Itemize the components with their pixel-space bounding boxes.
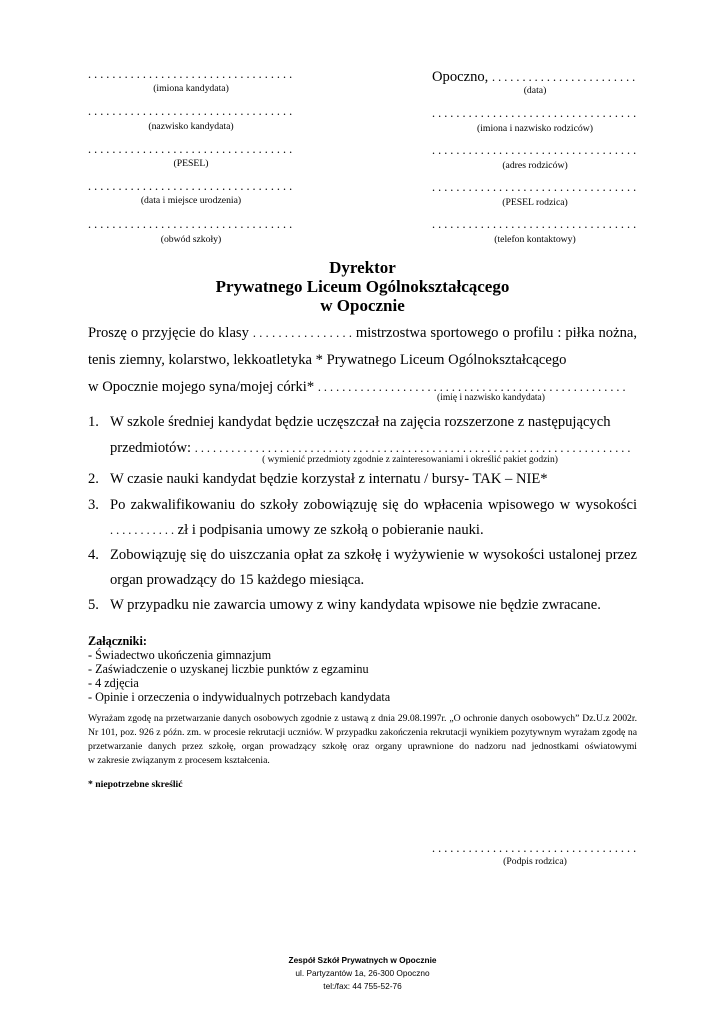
parent-signature-label: (Podpis rodzica)	[503, 856, 567, 867]
attachment-item: - Świadectwo ukończenia gimnazjum	[88, 648, 272, 662]
item-4-number: 4.	[88, 547, 99, 563]
subjects-label: przedmiotów:	[110, 440, 192, 456]
request-profile-text: mistrzostwa sportowego o profilu : piłka nożna,	[355, 325, 638, 341]
contact-phone-blank: . . . . . . . . . . . . . . . . . . . . . . . . . . . . . . . . . .	[432, 217, 637, 231]
addressee-city: w Opocznie	[320, 296, 405, 315]
item-4-text: Zobowiązuję się do uiszczania opłat za szkołę i wyżywienie w wysokości ustalonej przez	[110, 547, 637, 563]
parent-signature-blank: . . . . . . . . . . . . . . . . . . . . . . . . . . . . . . . . . .	[432, 841, 637, 855]
parent-pesel-blank: . . . . . . . . . . . . . . . . . . . . . . . . . . . . . . . . . .	[432, 180, 637, 194]
fee-amount-blank: . . . . . . . . . . .	[110, 523, 174, 537]
candidate-pesel-label: (PESEL)	[173, 158, 209, 169]
item-1-number: 1.	[88, 414, 99, 430]
request-text-start: Proszę o przyjęcie do klasy	[88, 325, 249, 341]
request-line-1	[88, 324, 637, 342]
child-name-hint: (imię i nazwisko kandydata)	[437, 393, 545, 403]
attachment-item: - Opinie i orzeczenia o indywidualnych potrzebach kandydata	[88, 690, 391, 704]
consent-line: w zakresie związanym z procesem kształcenia.	[88, 755, 270, 766]
consent-line: Wyrażam zgodę na przetwarzanie danych osobowych zgodnie z ustawą z dnia 29.08.1997r. „O ochronie danych osobowych” Dz.U.z 2002r.	[88, 713, 637, 724]
place-date-line	[432, 68, 638, 86]
place-city: Opoczno,	[432, 69, 489, 85]
contact-phone-label: (telefon kontaktowy)	[494, 234, 576, 245]
parent-pesel-label: (PESEL rodzica)	[502, 197, 568, 208]
candidate-first-names-blank: . . . . . . . . . . . . . . . . . . . . . . . . . . . . . . . . . .	[88, 67, 293, 81]
parents-address-label: (adres rodziców)	[502, 160, 568, 171]
addressee-school: Prywatnego Liceum Ogólnokształcącego	[215, 277, 510, 296]
subjects-blank: . . . . . . . . . . . . . . . . . . . . . . . . . . . . . . . . . . . . . . . . . . . . . . . . . . . . . . . . . . . . . . . . . . . . . . . .	[194, 441, 631, 455]
consent-line: przetwarzanie danych przez szkołę, organ prowadzący szkołę oraz organy uprawnione do nadzoru nad jednostkami oświatowymi	[88, 741, 637, 752]
parents-address-blank: . . . . . . . . . . . . . . . . . . . . . . . . . . . . . . . . . .	[432, 143, 637, 157]
addressee-title: Dyrektor	[329, 258, 396, 277]
fee-text: zł i podpisania umowy ze szkołą o pobieranie nauki.	[177, 522, 484, 538]
footer-phone: tel:/fax: 44 755-52-76	[323, 981, 402, 991]
candidate-birth-label: (data i miejsce urodzenia)	[140, 195, 242, 206]
date-label: (data)	[523, 85, 547, 96]
item-4-text-continued: organ prowadzący do 15 każdego miesiąca.	[110, 572, 365, 588]
item-3-number: 3.	[88, 497, 99, 513]
item-3-fee-line	[110, 521, 637, 539]
candidate-surname-label: (nazwisko kandydata)	[148, 121, 234, 132]
attachment-item: - 4 zdjęcia	[88, 676, 139, 690]
item-5-number: 5.	[88, 597, 99, 613]
candidate-pesel-blank: . . . . . . . . . . . . . . . . . . . . . . . . . . . . . . . . . .	[88, 142, 293, 156]
request-child-text: w Opocznie mojego syna/mojej córki*	[88, 379, 315, 395]
item-3-text: Po zakwalifikowaniu do szkoły zobowiązuję się do wpłacenia wpisowego w wysokości	[110, 497, 637, 513]
candidate-birth-blank: . . . . . . . . . . . . . . . . . . . . . . . . . . . . . . . . . .	[88, 179, 293, 193]
child-name-blank: . . . . . . . . . . . . . . . . . . . . . . . . . . . . . . . . . . . . . . . . . . . . . . . . . . .	[317, 380, 626, 394]
date-blank: . . . . . . . . . . . . . . . . . . . . . . . .	[492, 70, 636, 84]
item-2-text: W czasie nauki kandydat będzie korzystał z internatu / bursy- TAK – NIE*	[110, 471, 548, 487]
attachments-title: Załączniki:	[88, 634, 147, 648]
consent-line: Nr 101, poz. 926 z późn. zm. w procesie rekrutacji uczniów. W przypadku zakończenia rekrutacji wynikiem pozytywnym wyrażam zgodę na	[88, 727, 637, 738]
footer-address: ul. Partyzantów 1a, 26-300 Opoczno	[295, 968, 430, 978]
parents-names-blank: . . . . . . . . . . . . . . . . . . . . . . . . . . . . . . . . . .	[432, 106, 637, 120]
footer-school-name: Zespół Szkół Prywatnych w Opocznie	[288, 955, 437, 965]
school-district-label: (obwód szkoły)	[160, 234, 222, 245]
item-1-text: W szkole średniej kandydat będzie uczęszczał na zajęcia rozszerzone z następujących	[110, 414, 611, 430]
class-blank: . . . . . . . . . . . . . . . .	[252, 326, 352, 340]
footnote: * niepotrzebne skreślić	[88, 779, 183, 790]
request-line-2: tenis ziemny, kolarstwo, lekkoatletyka * Prywatnego Liceum Ogólnokształcącego	[88, 352, 567, 368]
candidate-first-names-label: (imiona kandydata)	[153, 83, 229, 94]
item-2-number: 2.	[88, 471, 99, 487]
school-district-blank: . . . . . . . . . . . . . . . . . . . . . . . . . . . . . . . . . .	[88, 217, 293, 231]
subjects-hint: ( wymienić przedmioty zgodnie z zainteresowaniami i określić pakiet godzin)	[262, 455, 558, 465]
item-5-text: W przypadku nie zawarcia umowy z winy kandydata wpisowe nie będzie zwracane.	[110, 597, 601, 613]
attachment-item: - Zaświadczenie o uzyskanej liczbie punktów z egzaminu	[88, 662, 369, 676]
candidate-surname-blank: . . . . . . . . . . . . . . . . . . . . . . . . . . . . . . . . . .	[88, 104, 293, 118]
parents-names-label: (imiona i nazwisko rodziców)	[477, 123, 593, 134]
